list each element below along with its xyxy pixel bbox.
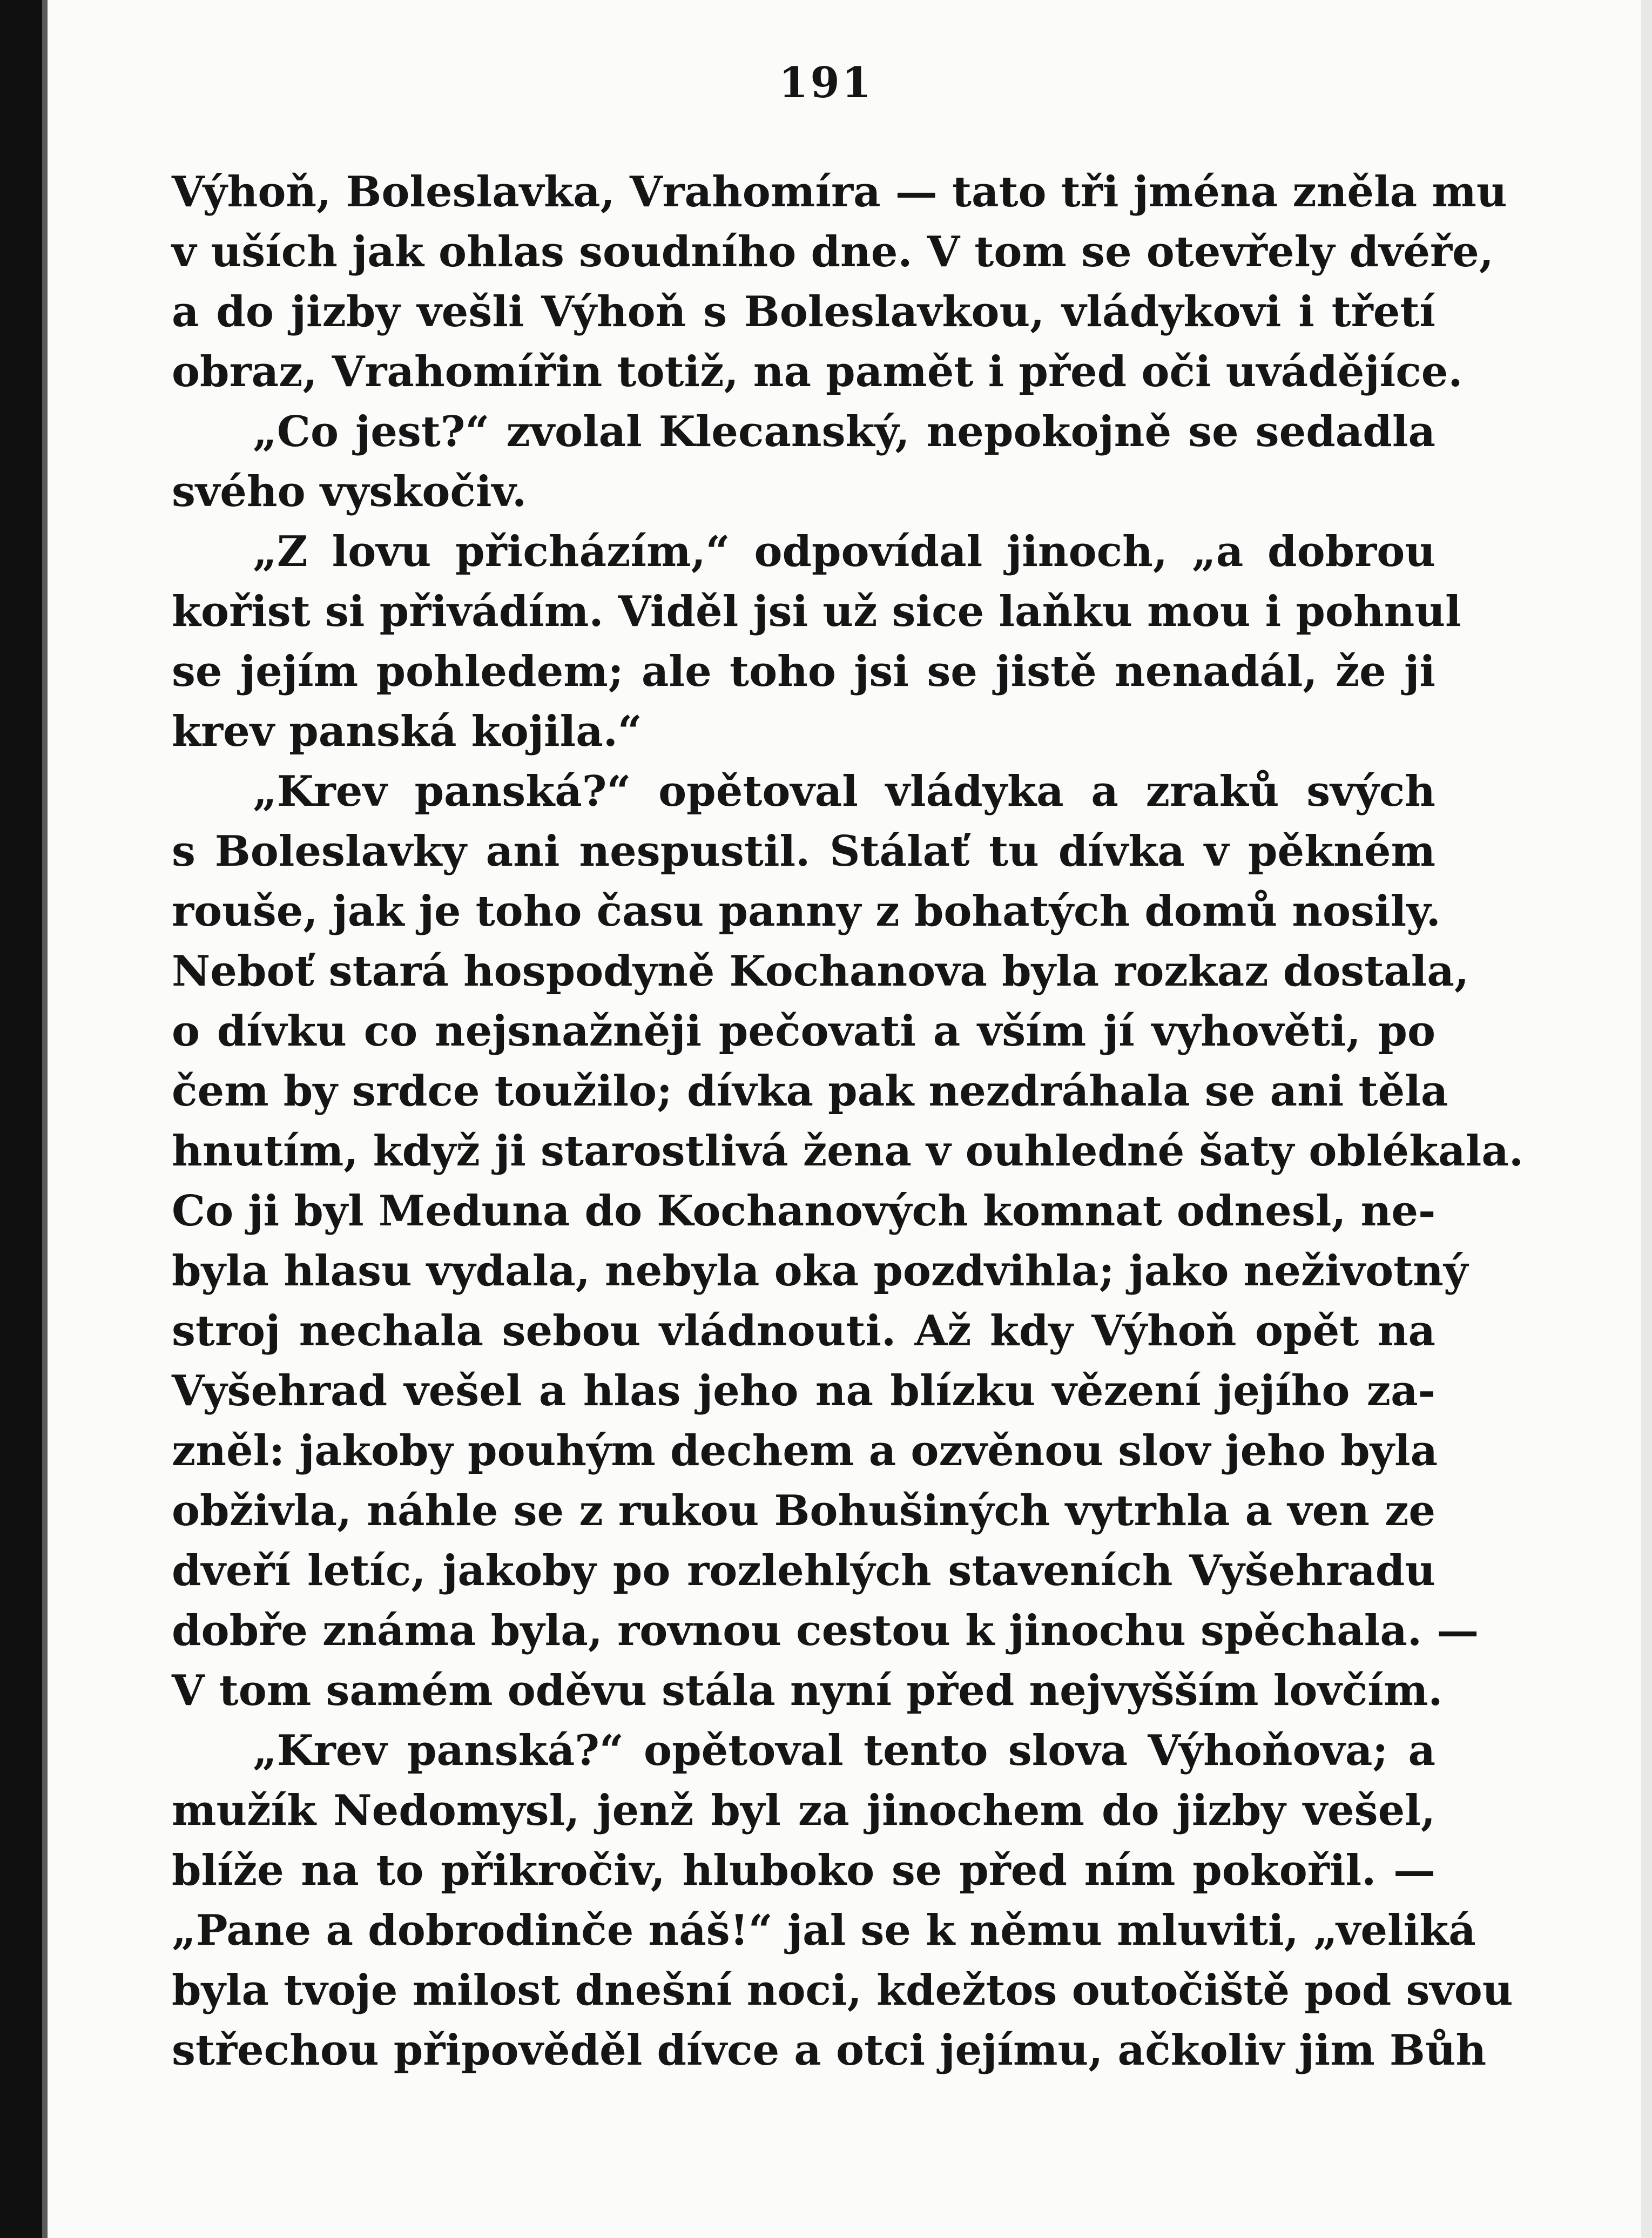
text-line: svého vyskočiv.	[172, 467, 527, 516]
text-line: Vyšehrad vešel a hlas jeho na blízku vězení jejího za-	[172, 1366, 1435, 1415]
page-number: 191	[779, 58, 873, 107]
text-line: čem by srdce toužilo; dívka pak nezdráhala se ani těla	[172, 1067, 1448, 1116]
text-line: s Boleslavky ani nespustil. Stálať tu dívka v pěkném	[172, 827, 1435, 876]
text-line: střechou připověděl dívce a otci jejímu, ačkoliv jim Bůh	[172, 2026, 1487, 2075]
text-line: „Z lovu přicházím,“ odpovídal jinoch, „a dobrou	[253, 527, 1435, 576]
text-line: byla hlasu vydala, nebyla oka pozdvihla; jako neživotný	[172, 1246, 1468, 1296]
text-line: o dívku co nejsnažněji pečovati a vším jí vyhověti, po	[172, 1007, 1435, 1056]
text-line: kořist si přivádím. Viděl jsi už sice laňku mou i pohnul	[172, 587, 1461, 636]
page-right-edge	[1641, 0, 1652, 2238]
text-line: a do jizby vešli Výhoň s Boleslavkou, vládykovi i třetí	[172, 287, 1435, 336]
text-line: mužík Nedomysl, jenž byl za jinochem do jizby vešel,	[172, 1786, 1435, 1835]
body-text	[172, 162, 1524, 2080]
text-line: v uších jak ohlas soudního dne. V tom se otevřely dvéře,	[172, 227, 1494, 277]
text-line: dobře známa byla, rovnou cestou k jinochu spěchala. —	[172, 1606, 1479, 1655]
book-spine-shadow	[0, 0, 42, 2238]
text-line: „Co jest?“ zvolal Klecanský, nepokojně se sedadla	[253, 407, 1435, 456]
text-line: Co ji byl Meduna do Kochanových komnat odnesl, ne-	[172, 1187, 1436, 1236]
text-line: byla tvoje milost dnešní noci, kdežtos outočiště pod svou	[172, 1966, 1513, 2015]
text-line: obraz, Vrahomířin totiž, na pamět i před oči uvádějíce.	[172, 347, 1463, 396]
text-line: zněl: jakoby pouhým dechem a ozvěnou slov jeho byla	[172, 1426, 1438, 1475]
text-line: roušе, jak je toho času panny z bohatých domů nosily.	[172, 887, 1441, 936]
text-line: stroj nechala sebou vládnouti. Až kdy Výhoň opět na	[172, 1306, 1435, 1356]
text-line: „Krev panská?“ opětoval tento slova Výhoňova; a	[253, 1726, 1435, 1775]
text-line: krev panská kojila.“	[172, 707, 642, 756]
text-line: „Krev panská?“ opětoval vládyka a zraků svých	[253, 767, 1435, 816]
text-line: hnutím, když ji starostlivá žena v ouhledné šaty oblékala.	[172, 1127, 1524, 1176]
text-line: obživla, náhle se z rukou Bohušiných vytrhla a ven ze	[172, 1486, 1435, 1535]
text-line: „Pane a dobrodinče náš!“ jal se k němu mluviti, „veliká	[172, 1906, 1476, 1955]
text-line: Výhoň, Boleslavka, Vrahomíra — tato tři jména zněla mu	[172, 167, 1507, 217]
text-line: Neboť stará hospodyně Kochanova byla rozkaz dostala,	[172, 947, 1469, 996]
book-spine-shadow-inner	[42, 0, 48, 2238]
text-line: se jejím pohledem; ale toho jsi se jistě nenadál, že ji	[172, 647, 1435, 696]
text-line: V tom samém oděvu stála nyní před nejvyšším lovčím.	[172, 1666, 1443, 1715]
text-line: dveří letíc, jakoby po rozlehlých staveních Vyšehradu	[172, 1546, 1435, 1595]
text-line: blíže na to přikročiv, hluboko se před ním pokořil. —	[172, 1846, 1435, 1895]
